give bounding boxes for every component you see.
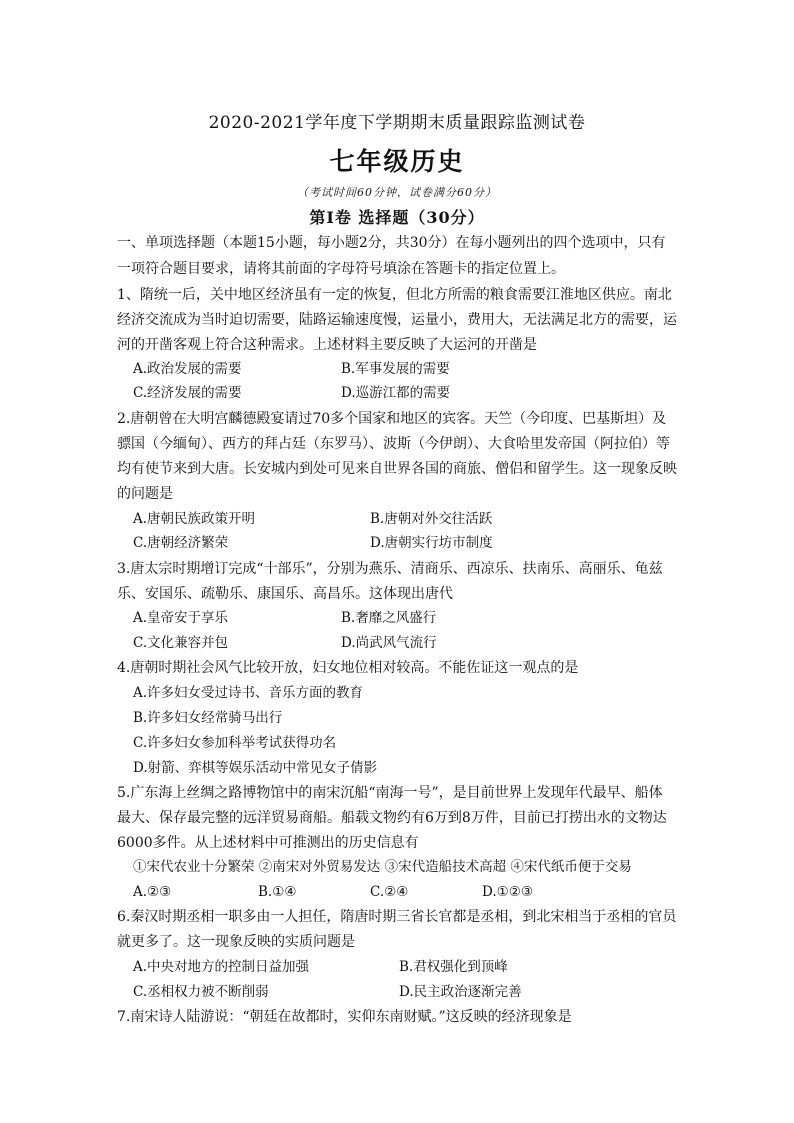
question-3-option-a: A.皇帝安于享乐 bbox=[133, 610, 229, 626]
question-5-stem: 5.广东海上丝绸之路博物馆中的南宋沉船“南海一号”，是目前世界上发现年代最早、船体 bbox=[117, 785, 663, 801]
question-4-option-c: C.许多妇女参加科举考试获得功名 bbox=[133, 735, 337, 751]
question-1-option-d: D.巡游江都的需要 bbox=[341, 385, 451, 401]
question-5-stem: 最大、保存最完整的远洋贸易商船。船载文物约有6万到8万件，目前已打捞出水的文物达 bbox=[117, 810, 667, 826]
instructions-line: 一、单项选择题（本题15小题，每小题2分，共30分）在每小题列出的四个选项中，只有 bbox=[117, 235, 666, 251]
question-6-option-b: B.君权强化到顶峰 bbox=[399, 959, 508, 975]
question-2-option-d: D.唐朝实行坊市制度 bbox=[370, 535, 493, 551]
section-title: 第Ⅰ卷 选择题（30分） bbox=[309, 208, 485, 227]
question-2-option-a: A.唐朝民族政策开明 bbox=[133, 511, 256, 527]
duration-note: （考试时间60分钟，试卷满分60分） bbox=[297, 186, 497, 199]
question-5-stem: 6000多件。从上述材料中可推测出的历史信息有 bbox=[117, 835, 419, 851]
question-4-option-d: D.射箭、弈棋等娱乐活动中常见女子倩影 bbox=[133, 760, 378, 776]
question-2-stem: 骠国（今缅甸）、西方的拜占廷（东罗马）、波斯（今伊朗）、大食哈里发帝国（阿拉伯）等 bbox=[117, 436, 670, 452]
question-5-option-a: A.②③ bbox=[133, 884, 172, 900]
question-3-option-d: D.尚武风气流行 bbox=[341, 635, 437, 651]
question-1-option-a: A.政治发展的需要 bbox=[133, 361, 242, 377]
question-5-items: ①宋代农业十分繁荣 ②南宋对外贸易发达 ③宋代造船技术高超 ④宋代纸币便于交易 bbox=[133, 859, 632, 875]
question-6-option-a: A.中央对地方的控制日益加强 bbox=[133, 959, 310, 975]
question-1-option-c: C.经济发展的需要 bbox=[133, 385, 242, 401]
question-1-stem: 河的开凿客观上符合这种需求。上述材料主要反映了大运河的开凿是 bbox=[117, 337, 537, 353]
question-2-option-b: B.唐朝对外交往活跃 bbox=[370, 511, 493, 527]
question-6-option-d: D.民主政治逐渐完善 bbox=[399, 984, 522, 1000]
question-3-option-c: C.文化兼容并包 bbox=[133, 635, 229, 651]
question-1-stem: 经济交流成为当时迫切需要，陆路运输速度慢，运量小，费用大，无法满足北方的需要，运 bbox=[117, 312, 677, 328]
question-1-option-b: B.军事发展的需要 bbox=[341, 361, 450, 377]
question-5-option-c: C.②④ bbox=[370, 884, 409, 900]
question-3-option-b: B.奢靡之风盛行 bbox=[341, 610, 437, 626]
question-6-stem: 就更多了。这一现象反映的实质问题是 bbox=[117, 934, 355, 950]
question-3-stem: 乐、安国乐、疏勒乐、康国乐、高昌乐。这体现出唐代 bbox=[117, 586, 453, 602]
question-7-stem: 7.南宋诗人陆游说：“朝廷在故都时，实仰东南财赋。”这反映的经济现象是 bbox=[117, 1009, 572, 1025]
question-2-option-c: C.唐朝经济繁荣 bbox=[133, 535, 229, 551]
question-4-stem: 4.唐朝时期社会风气比较开放，妇女地位相对较高。不能佐证这一观点的是 bbox=[117, 660, 579, 676]
question-2-stem: 均有使节来到大唐。长安城内到处可见来自世界各国的商旅、僧侣和留学生。这一现象反映 bbox=[117, 461, 677, 477]
instructions-line: 一项符合题目要求，请将其前面的字母符号填涂在答题卡的指定位置上。 bbox=[117, 261, 565, 277]
question-4-option-a: A.许多妇女受过诗书、音乐方面的教育 bbox=[133, 685, 364, 701]
question-1-stem: 1、隋统一后，关中地区经济虽有一定的恢复，但北方所需的粮食需要江淮地区供应。南北 bbox=[117, 287, 672, 303]
question-4-option-b: B.许多妇女经常骑马出行 bbox=[133, 710, 283, 726]
subject-title: 七年级历史 bbox=[329, 147, 465, 176]
question-2-stem: 2.唐朝曾在大明宫麟德殿宴请过70多个国家和地区的宾客。天竺（今印度、巴基斯坦）及 bbox=[117, 411, 667, 427]
exam-title: 2020-2021学年度下学期期末质量跟踪监测试卷 bbox=[208, 113, 586, 133]
question-6-stem: 6.秦汉时期丞相一职多由一人担任，隋唐时期三省长官都是丞相，到北宋相当于丞相的官员 bbox=[117, 909, 677, 925]
question-2-stem: 的问题是 bbox=[117, 486, 173, 502]
question-5-option-b: B.①④ bbox=[258, 884, 297, 900]
question-3-stem: 3.唐太宗时期增订完成“十部乐”，分别为燕乐、清商乐、西凉乐、扶南乐、高丽乐、龟兹 bbox=[117, 561, 663, 577]
question-6-option-c: C.丞相权力被不断削弱 bbox=[133, 984, 269, 1000]
question-5-option-d: D.①②③ bbox=[482, 884, 533, 900]
